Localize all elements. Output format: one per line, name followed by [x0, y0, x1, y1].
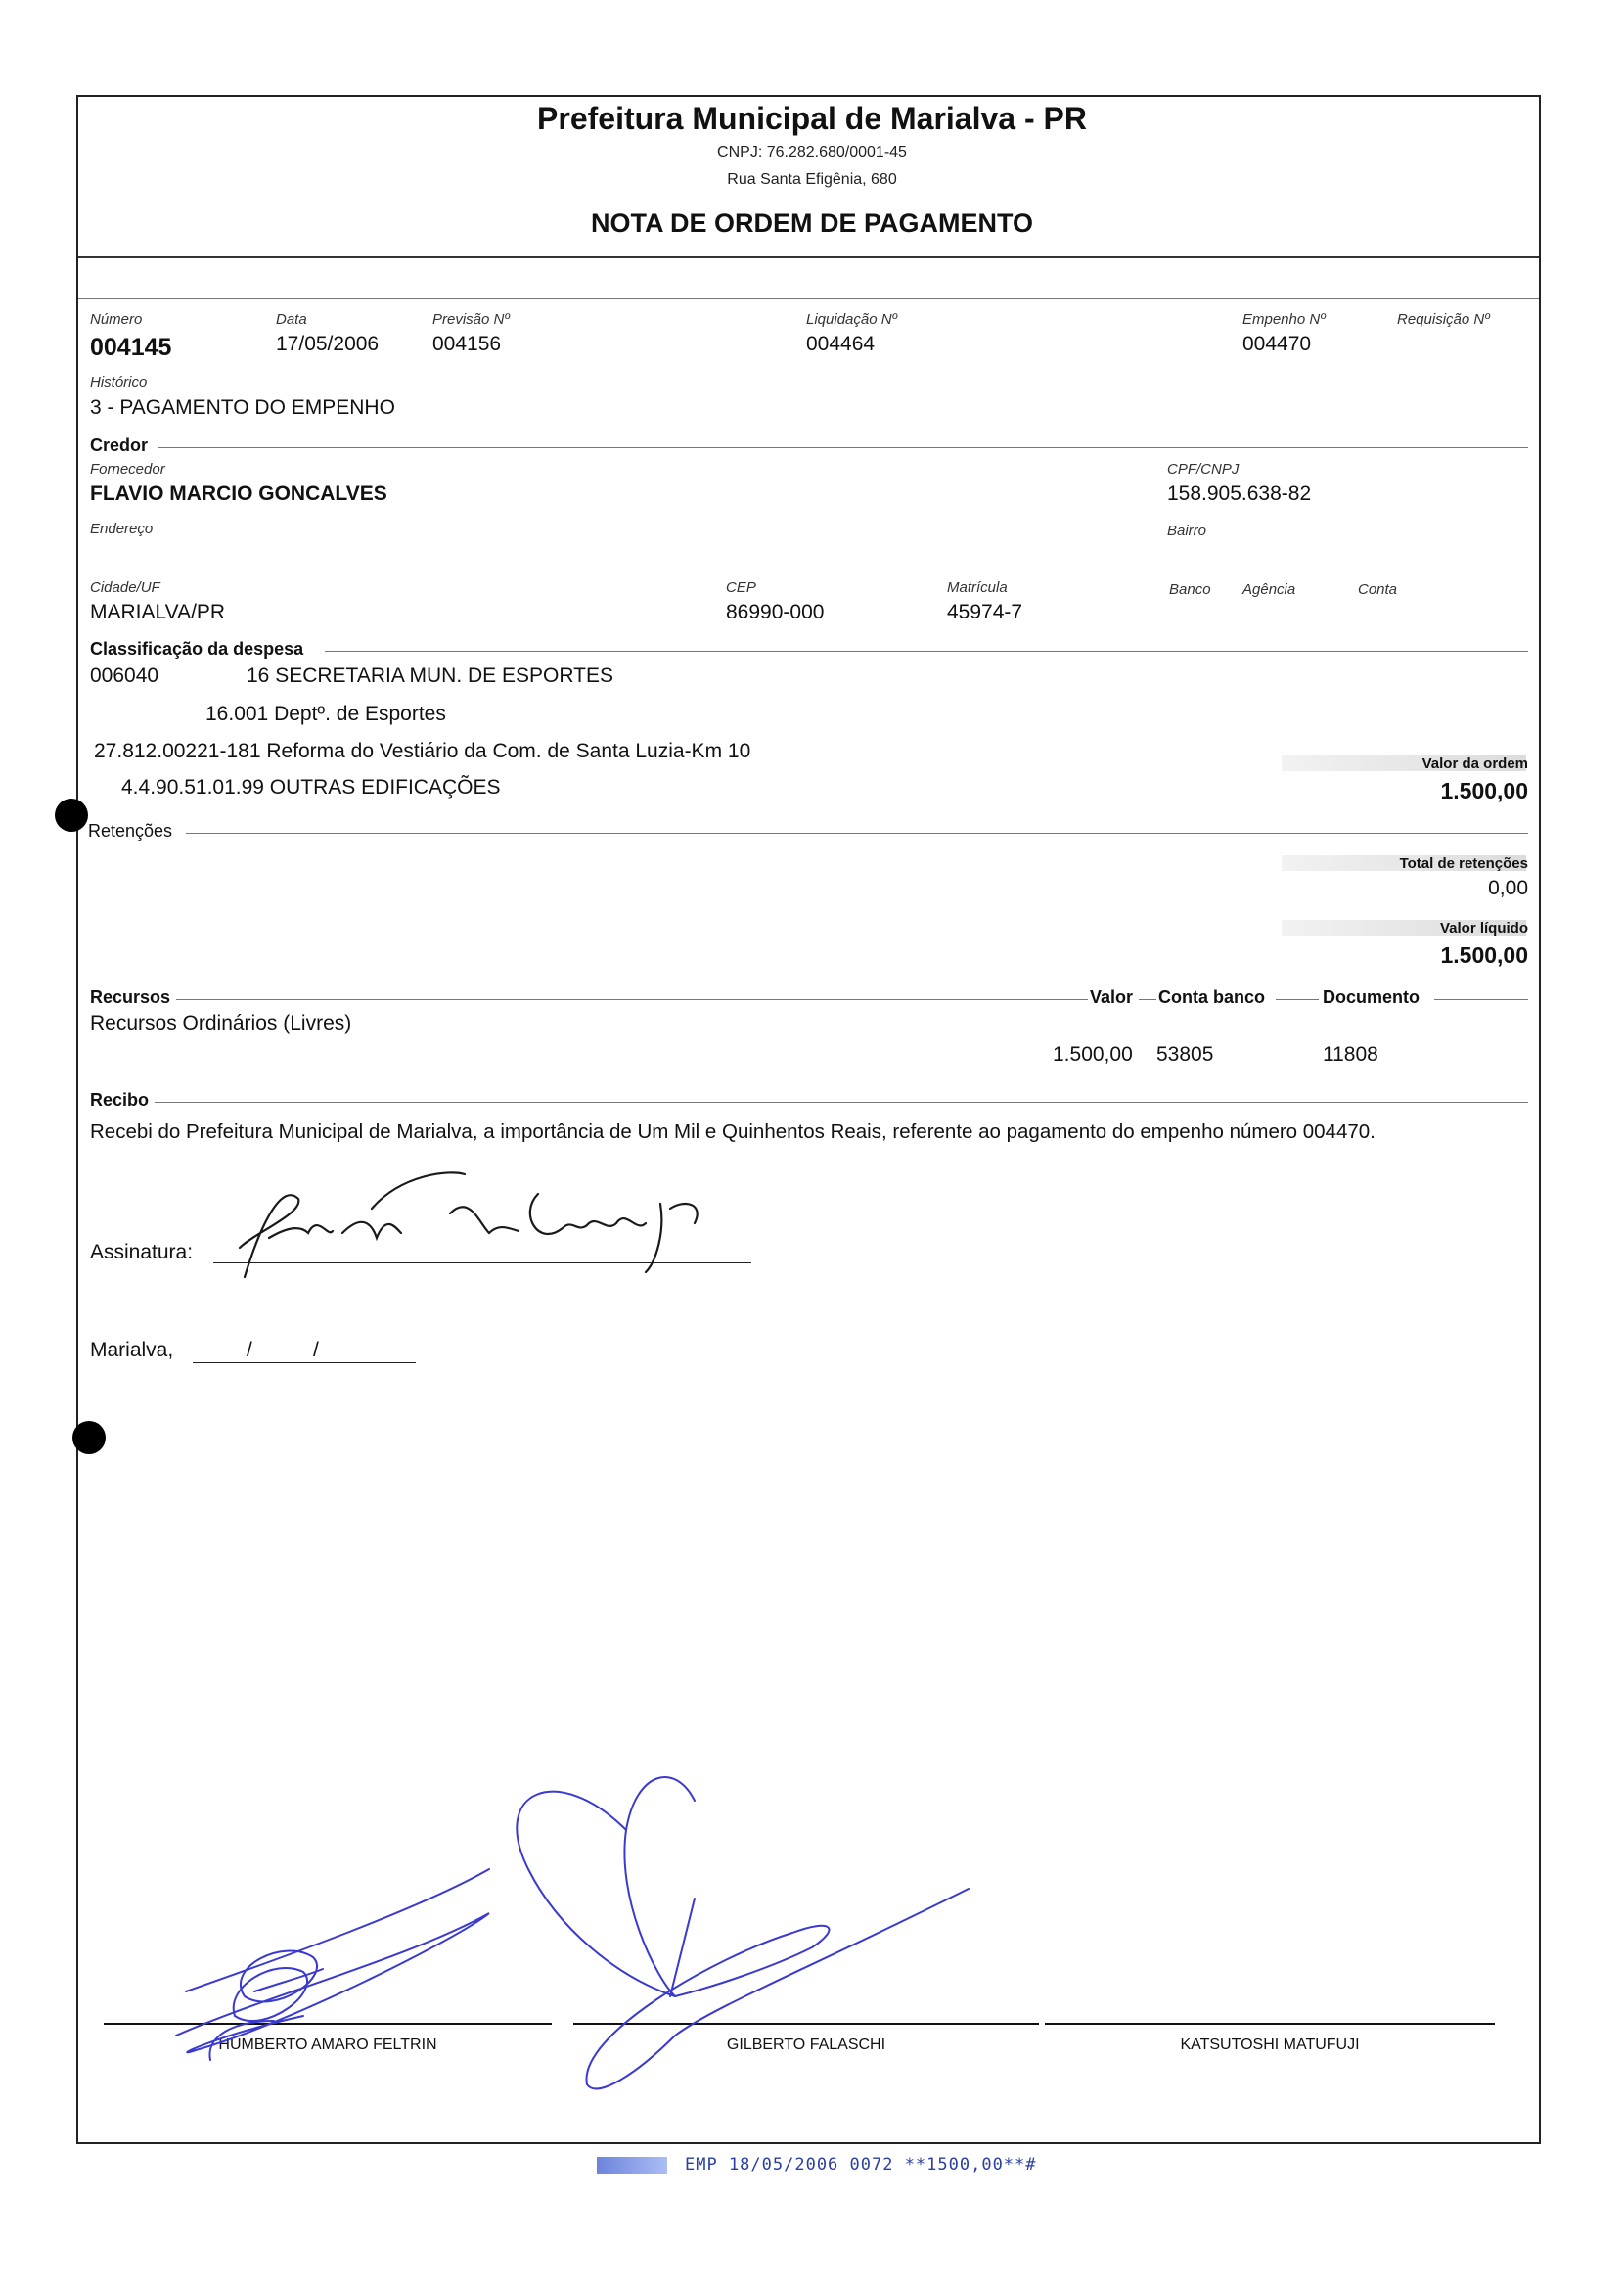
signature-line-3 — [1045, 2023, 1495, 2025]
recursos-valor-col: Valor — [1090, 987, 1134, 1007]
elemento-text: 4.4.90.51.01.99 OUTRAS EDIFICAÇÕES — [121, 776, 501, 799]
cnpj-text: CNPJ: 76.282.680/0001-45 — [717, 144, 907, 160]
document-title: NOTA DE ORDEM DE PAGAMENTO — [590, 208, 1033, 238]
numero-label: Número — [90, 311, 143, 328]
previsao-value: 004156 — [432, 333, 502, 355]
cep-label: CEP — [726, 579, 756, 596]
requisicao-label: Requisição Nº — [1397, 311, 1490, 328]
signature-marks — [166, 1742, 1008, 2114]
recursos-documento: 11808 — [1323, 1043, 1378, 1066]
signatory-2-name: GILBERTO FALASCHI — [726, 2036, 886, 2053]
cep-value: 86990-000 — [726, 601, 825, 623]
data-label: Data — [276, 311, 307, 328]
retencoes-divider — [186, 833, 1528, 834]
banco-label: Banco — [1169, 581, 1211, 598]
departamento-text: 16.001 Deptº. de Esportes — [205, 703, 446, 725]
assinatura-label: Assinatura: — [90, 1241, 194, 1263]
cidade-value: MARIALVA/PR — [90, 601, 226, 623]
recursos-valor: 1.500,00 — [1053, 1043, 1133, 1066]
processing-stamp: EMP 18/05/2006 0072 **1500,00**# — [685, 2155, 1037, 2174]
valor-liquido-value: 1.500,00 — [1440, 942, 1528, 968]
municipality-title: Prefeitura Municipal de Marialva - PR — [537, 101, 1087, 136]
secretaria-text: 16 SECRETARIA MUN. DE ESPORTES — [247, 664, 613, 687]
header-divider — [78, 256, 1539, 258]
numero-value: 004145 — [90, 334, 172, 361]
recursos-divider-a — [176, 999, 1088, 1000]
recursos-documento-col: Documento — [1323, 987, 1420, 1007]
projeto-text: 27.812.00221-181 Reforma do Vestiário da Com. de Santa Luzia-Km 10 — [94, 740, 751, 762]
agencia-label: Agência — [1242, 581, 1296, 598]
stamp-logo-icon — [597, 2157, 667, 2174]
empenho-value: 004470 — [1242, 333, 1312, 355]
valor-liquido-label: Valor líquido — [1439, 920, 1528, 937]
cpf-label: CPF/CNPJ — [1167, 461, 1240, 478]
date-separator-2: / — [313, 1339, 319, 1361]
recursos-fonte: Recursos Ordinários (Livres) — [90, 1012, 352, 1034]
recipient-signature — [225, 1155, 734, 1292]
punch-hole-bottom — [72, 1421, 106, 1454]
classificacao-section-title: Classificação da despesa — [90, 639, 304, 659]
matricula-value: 45974-7 — [947, 601, 1023, 623]
total-retencoes-label: Total de retenções — [1399, 855, 1528, 872]
valor-ordem-value: 1.500,00 — [1440, 778, 1528, 803]
matricula-label: Matrícula — [947, 579, 1008, 596]
historico-label: Histórico — [90, 374, 148, 390]
fornecedor-value: FLAVIO MARCIO GONCALVES — [90, 482, 387, 505]
empenho-label: Empenho Nº — [1242, 311, 1326, 328]
recursos-divider-d — [1434, 999, 1528, 1000]
punch-hole-top — [55, 799, 88, 832]
date-line — [193, 1362, 416, 1363]
recursos-divider-c — [1276, 999, 1319, 1000]
address-text: Rua Santa Efigênia, 680 — [727, 171, 897, 188]
endereco-label: Endereço — [90, 521, 154, 537]
total-retencoes-value: 0,00 — [1488, 877, 1528, 899]
retencoes-section-title: Retenções — [88, 821, 173, 841]
conta-label: Conta — [1358, 581, 1398, 598]
cpf-value: 158.905.638-82 — [1167, 482, 1312, 505]
recibo-divider — [155, 1102, 1528, 1103]
credor-divider — [158, 447, 1528, 448]
local-label: Marialva, — [90, 1339, 174, 1361]
classificacao-code: 006040 — [90, 664, 159, 687]
credor-section-title: Credor — [90, 435, 149, 455]
historico-value: 3 - PAGAMENTO DO EMPENHO — [90, 396, 395, 419]
liquidacao-value: 004464 — [806, 333, 876, 355]
liquidacao-label: Liquidação Nº — [806, 311, 898, 328]
date-separator-1: / — [247, 1339, 252, 1361]
data-value: 17/05/2006 — [276, 333, 380, 355]
recibo-section-title: Recibo — [90, 1090, 150, 1110]
fornecedor-label: Fornecedor — [90, 461, 165, 478]
cidade-label: Cidade/UF — [90, 579, 160, 596]
valor-ordem-label: Valor da ordem — [1421, 755, 1528, 772]
recursos-conta-col: Conta banco — [1158, 987, 1266, 1007]
recibo-text: Recebi do Prefeitura Municipal de Marialva, a importância de Um Mil e Quinhentos Reais, referente ao pagamento do empenho número 004470. — [90, 1121, 1376, 1143]
bairro-label: Bairro — [1167, 523, 1207, 539]
signatory-3-name: KATSUTOSHI MATUFUJI — [1180, 2036, 1360, 2053]
signatory-1-name: HUMBERTO AMARO FELTRIN — [218, 2036, 437, 2053]
previsao-label: Previsão Nº — [432, 311, 510, 328]
recursos-section-title: Recursos — [90, 987, 171, 1007]
recursos-divider-b — [1139, 999, 1156, 1000]
header-divider-2 — [78, 298, 1539, 299]
classificacao-divider — [325, 651, 1528, 652]
recursos-conta: 53805 — [1156, 1043, 1214, 1066]
